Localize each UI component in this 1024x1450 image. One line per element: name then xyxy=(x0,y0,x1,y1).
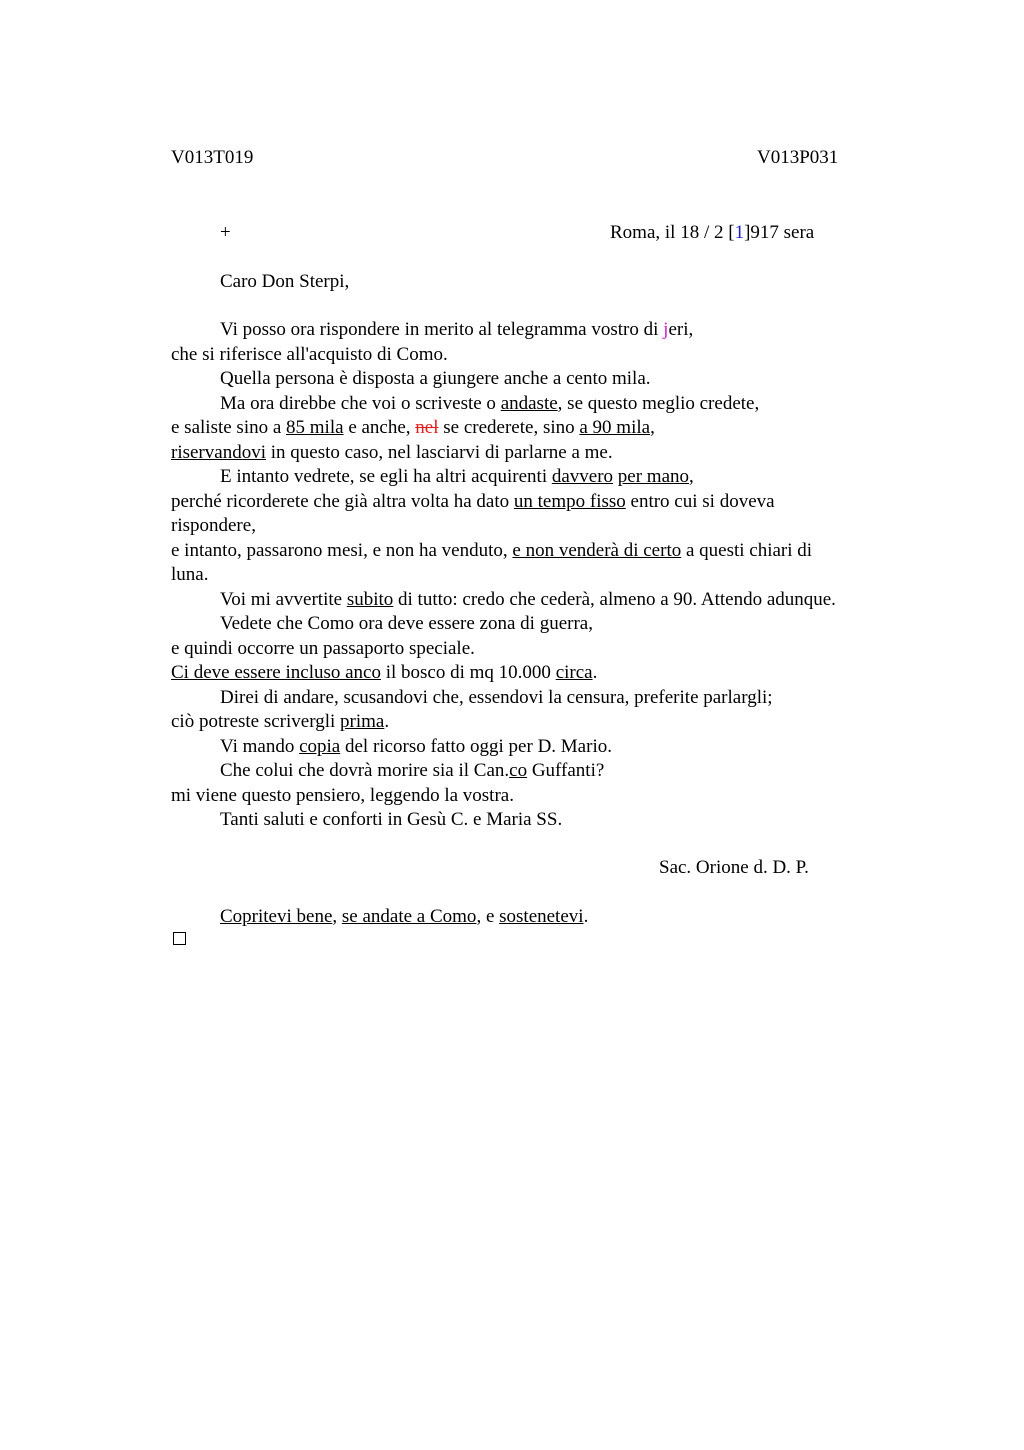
signature: Sac. Orione d. D. P. xyxy=(659,857,809,878)
underlined-text: un tempo fisso xyxy=(513,490,626,512)
body-line: rispondere, xyxy=(171,515,256,536)
body-line: Che colui che dovrà morire sia il Can.co Guffanti? xyxy=(220,760,605,781)
underlined-text: sostenetevi xyxy=(499,906,584,927)
body-line: e saliste sino a 85 mila e anche, nel se crederete, sino a 90 mila, xyxy=(171,417,655,438)
body-line: e quindi occorre un passaporto speciale. xyxy=(171,637,475,659)
body-line: Quella persona è disposta a giungere anche a cento mila. xyxy=(220,368,651,389)
body-line: ciò potreste scrivergli prima. xyxy=(171,711,390,732)
body-line: Vedete che Como ora deve essere zona di guerra, xyxy=(220,613,593,634)
underlined-text: se andate a Como xyxy=(341,906,477,927)
body-line: Vi posso ora rispondere in merito al telegramma vostro di jeri, xyxy=(220,319,694,340)
body-line: e intanto, passarono mesi, e non ha venduto, e non venderà di certo a questi chiari di xyxy=(171,539,813,561)
body-line: Tanti saluti e conforti in Gesù C. e Maria SS. xyxy=(220,809,563,830)
underlined-text: 85 mila xyxy=(286,417,344,438)
salutation: Caro Don Sterpi, xyxy=(220,271,350,292)
underlined-text: co xyxy=(509,760,528,781)
underlined-text: Ci deve essere incluso anco xyxy=(171,662,381,683)
body-line: riservandovi in questo caso, nel lasciarvi di parlarne a me. xyxy=(171,441,613,463)
underlined-text: andaste xyxy=(500,392,558,414)
date-line xyxy=(610,221,814,245)
body-line: Direi di andare, scusandovi che, essendovi la censura, preferite parlargli; xyxy=(220,686,773,708)
struck-text: nel xyxy=(415,417,439,438)
body-line: Voi mi avvertite subito di tutto: credo che cederà, almeno a 90. Attendo adunque. xyxy=(220,588,836,610)
underlined-text: davvero xyxy=(551,466,614,487)
end-square-mark xyxy=(173,932,186,945)
underlined-text: Copritevi bene xyxy=(220,906,333,927)
body-line: luna. xyxy=(171,564,209,585)
body-line: Ma ora direbbe che voi o scriveste o andaste, se questo meglio credete, xyxy=(220,392,760,414)
body-line: mi viene questo pensiero, leggendo la vostra. xyxy=(171,784,514,806)
date-bracket-digit: 1 xyxy=(734,222,745,243)
body-line: Vi mando copia del ricorso fatto oggi per D. Mario. xyxy=(220,735,612,757)
correction-letter: j xyxy=(663,319,669,340)
date-suffix: ]917 sera xyxy=(744,222,815,243)
underlined-text: copia xyxy=(299,735,341,757)
header-left-code: V013T019 xyxy=(171,147,254,168)
underlined-text: e non venderà di certo xyxy=(512,539,682,561)
underlined-text: subito xyxy=(346,588,394,610)
underlined-text: prima xyxy=(340,711,385,732)
cross-mark: + xyxy=(220,222,231,243)
body-line: Ci deve essere incluso anco il bosco di mq 10.000 circa. xyxy=(171,662,598,683)
postscript: Copritevi bene, se andate a Como, e sostenetevi. xyxy=(220,906,589,927)
underlined-text: circa xyxy=(555,662,593,683)
underlined-text: a 90 mila xyxy=(579,417,651,438)
body-line: perché ricorderete che già altra volta ha dato un tempo fisso entro cui si doveva xyxy=(171,490,775,512)
underlined-text: riservandovi xyxy=(171,441,266,463)
body-line: E intanto vedrete, se egli ha altri acquirenti davvero per mano, xyxy=(220,466,694,487)
body-line: che si riferisce all'acquisto di Como. xyxy=(171,343,448,365)
date-prefix: Roma, il 18 / 2 [ xyxy=(610,222,735,243)
letter-body xyxy=(171,318,911,833)
header-right-code: V013P031 xyxy=(757,147,839,168)
underlined-text: per mano xyxy=(617,466,690,487)
